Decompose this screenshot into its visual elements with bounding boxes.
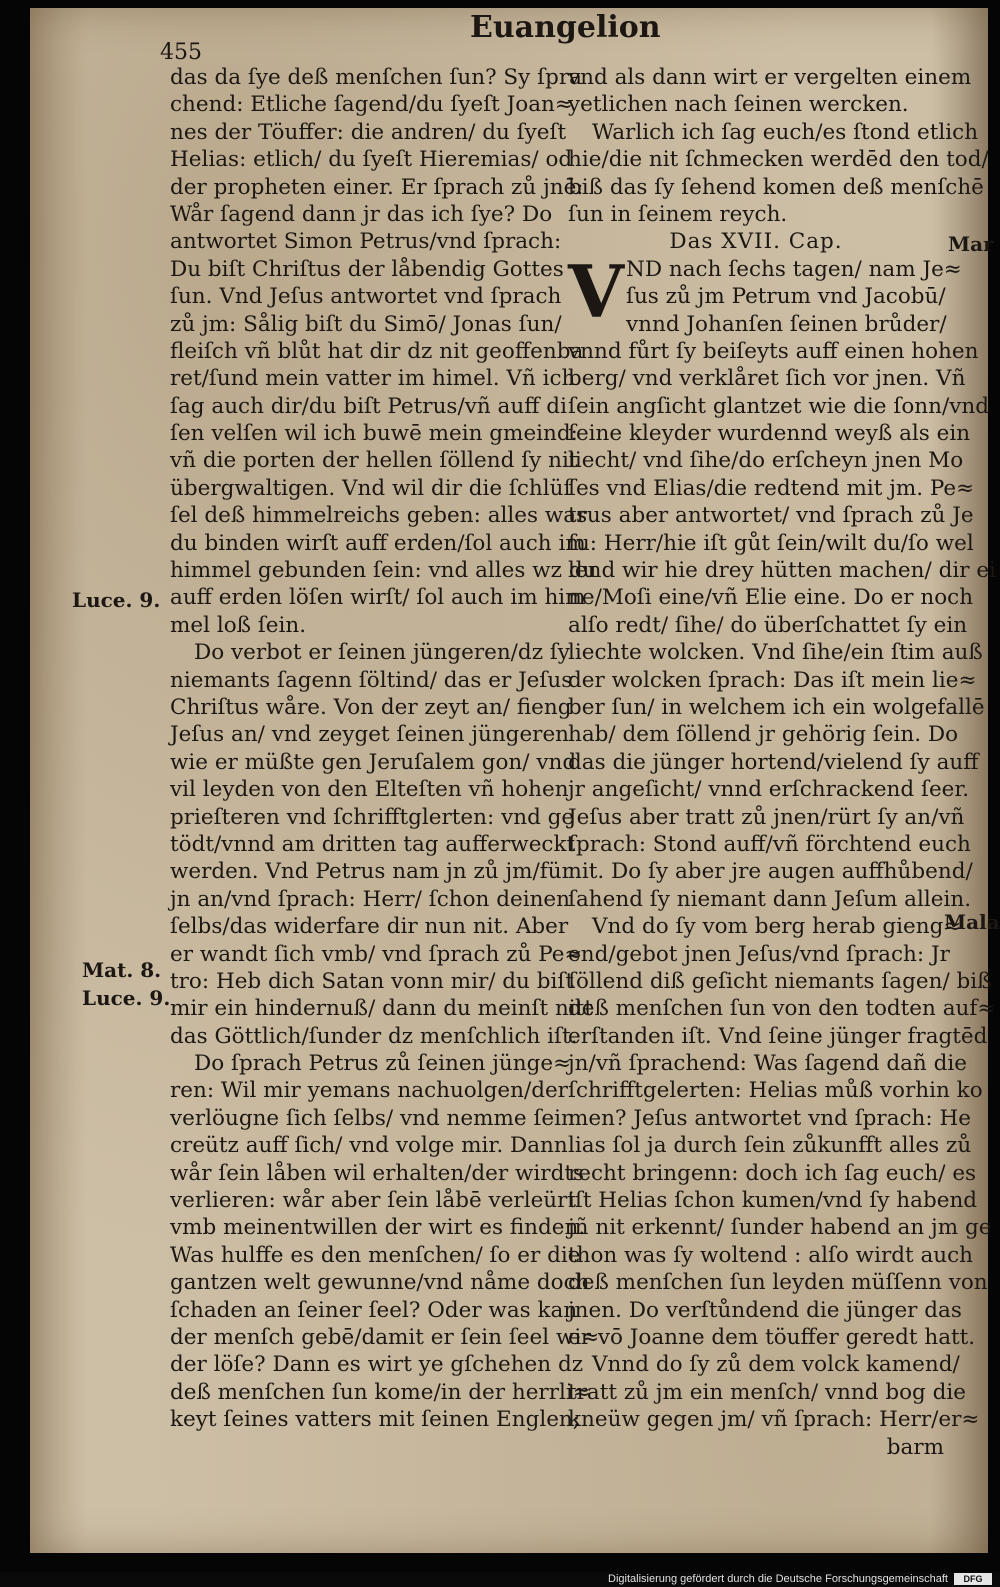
margin-note-luce-9: Luce. 9. — [72, 588, 161, 612]
text-line: ſprach: Stond auff/vñ förchtend euch — [568, 831, 971, 857]
text-line: barm — [886, 1434, 944, 1460]
text-line: deß menſchen ſun kome/in der herrli≈ — [170, 1379, 591, 1405]
text-line: jn/vñ ſprachend: Was ſagend dañ die — [568, 1051, 967, 1077]
page-number: 455 — [160, 40, 202, 65]
margin-note-mala: Mala — [944, 910, 1000, 934]
text-line: tro: Heb dich Satan vonn mir/ du biſt — [170, 968, 574, 994]
text-line: ſel deß himmelreichs geben: alles was — [170, 503, 588, 529]
text-line: vnd als dann wirt er vergelten einem — [568, 65, 972, 90]
text-line: ſöllend diß geſicht niemants ſagen/ biß — [568, 968, 992, 994]
text-line: ſelbs/das widerfare dir nun nit. Aber — [170, 914, 569, 940]
text-line: erſtanden iſt. Vnd ſeine jünger fragtēd — [568, 1023, 988, 1049]
text-line: das die jünger hortend/vielend ſy auff — [568, 749, 979, 775]
text-line: Du biſt Chriſtus der låbendig Gottes — [170, 256, 564, 282]
text-line: er wandt ſich vmb/ vnd ſprach zů Pe≈ — [170, 941, 583, 967]
dfg-logo: DFG — [954, 1573, 992, 1585]
text-line: Was hulffe es den menſchen/ ſo er die — [170, 1242, 581, 1268]
text-line: Vnnd do ſy zů dem volck kamend/ — [592, 1352, 960, 1378]
text-line: ſchaden an ſeiner ſeel? Oder was kan — [170, 1297, 578, 1323]
text-line: wår ſein låben wil erhalten/der wirdts — [170, 1160, 585, 1186]
left-text-column — [170, 64, 600, 1434]
text-line: trus aber antwortet/ vnd ſprach zů Je — [568, 503, 974, 529]
text-line: ſu: Herr/hie iſt gůt ſein/wilt du/ſo wel — [568, 530, 974, 556]
text-line: der wolcken ſprach: Das iſt mein lie≈ — [568, 667, 977, 693]
text-line: chend: Etliche ſagend/du ſyeſt Joan≈ — [170, 92, 573, 118]
text-line: deß menſchen ſun von den todten auf≈ — [568, 996, 996, 1022]
text-line: Warlich ich ſag euch/es ſtond etlich — [592, 119, 979, 145]
text-line: fleiſch vñ blůt hat dir dz nit geoffenba — [170, 338, 584, 364]
text-line: liecht/ vnd ſihe/do erſcheyn jnen Mo — [568, 448, 964, 474]
text-line: verlieren: wår aber ſein låbē verleürt — [170, 1188, 577, 1214]
text-line: mel loß ſein. — [170, 612, 307, 638]
text-line: ren: Wil mir yemans nachuolgen/der — [170, 1078, 568, 1104]
text-line: ſun. Vnd Jeſus antwortet vnd ſprach — [170, 284, 562, 310]
text-line: recht bringenn: doch ich ſag euch/ es — [568, 1160, 977, 1186]
text-line: tödt/vnnd am dritten tag aufferweckt — [170, 831, 576, 857]
text-line: mir ein hindernuß/ dann du meinſt nitt — [170, 996, 593, 1022]
text-line: der menſch gebē/damit er ſein ſeel wi≈ — [170, 1324, 600, 1350]
margin-note-mar: Mar — [948, 232, 994, 256]
digitization-credit: Digitalisierung gefördert durch die Deutsche Forschungsgemeinschaft — [608, 1573, 948, 1585]
running-header: Euangelion — [470, 10, 661, 45]
text-line: liechte wolcken. Vnd ſihe/ein ſtim auß — [568, 640, 983, 666]
text-line: jn an/vnd ſprach: Herr/ ſchon deinen — [170, 886, 570, 912]
text-line: ber ſun/ in welchem ich ein wolgefallē — [568, 694, 985, 720]
text-line: niemants ſagenn ſöltind/ das er Jeſus — [170, 667, 573, 693]
text-line: lias ſol ja durch ſein zůkunfft alles zů — [568, 1133, 972, 1159]
text-line: lend wir hie drey hütten machen/ dir ei — [568, 558, 996, 584]
text-line: Helias: etlich/ du ſyeſt Hieremias/ od — [170, 147, 573, 173]
text-line: ND nach ſechs tagen/ nam Je≈ — [626, 256, 962, 282]
text-line: iſt Helias ſchon kumen/vnd ſy habend — [568, 1188, 978, 1214]
text-line: jnen. Do verſtůndend die jünger das — [568, 1297, 962, 1323]
text-line: der propheten einer. Er ſprach zů jnē: — [170, 174, 584, 200]
text-line: vnnd fůrt ſy beiſeyts auff einen hohen — [568, 338, 979, 364]
text-line: biß das ſy ſehend komen deß menſchē — [568, 174, 984, 200]
text-line: vñ die porten der hellen ſöllend ſy nit — [170, 448, 578, 474]
text-line: vnnd Johanſen ſeinen brůder/ — [626, 311, 947, 337]
text-line: ſchrifftgelerten: Helias můß vorhin ko — [568, 1078, 983, 1104]
text-line: jr angeſicht/ vnnd erſchrackend ſeer. — [568, 777, 970, 803]
text-line: men? Jeſus antwortet vnd ſprach: He — [568, 1105, 971, 1131]
text-line: Vnd do ſy vom berg herab gieng≈ — [592, 914, 962, 940]
margin-note-mat-8: Mat. 8. — [82, 958, 162, 982]
text-line: jñ nit erkennt/ ſunder habend an jm ge — [568, 1215, 992, 1241]
text-line: alſo redt/ ſihe/ do überſchattet ſy ein — [568, 612, 968, 638]
text-line: hie/die nit ſchmecken werdēd den tod/ — [568, 147, 989, 173]
text-line: vmb meinentwillen der wirt es finden. — [170, 1215, 586, 1241]
text-line: Jeſus an/ vnd zeyget ſeinen jüngeren — [170, 722, 570, 748]
text-line: ret/ſund mein vatter im himel. Vñ ich — [170, 366, 576, 392]
text-line: er vō Joanne dem töuffer geredt hatt. — [568, 1324, 976, 1350]
text-line: ſes vnd Elias/die redtend mit jm. Pe≈ — [568, 475, 975, 501]
text-line: das Göttlich/ſunder dz menſchlich iſt. — [170, 1023, 578, 1049]
text-line: du binden wirſt auff erden/ſol auch im — [170, 530, 586, 556]
drop-cap-initial: V — [568, 248, 624, 334]
text-line: ne/Moſi eine/vñ Elie eine. Do er noch — [568, 585, 974, 611]
text-line: ſein angſicht glantzet wie die ſonn/vnd — [568, 393, 989, 419]
text-line: antwortet Simon Petrus/vnd ſprach: — [170, 229, 562, 255]
text-line: Wår ſagend dann jr das ich ſye? Do — [170, 201, 553, 227]
text-line: creütz auff ſich/ vnd volge mir. Dann — [170, 1133, 568, 1159]
text-line: kneüw gegen jm/ vñ ſprach: Herr/er≈ — [568, 1407, 980, 1433]
text-line: prieſteren vnd ſchrifftglerten: vnd ge — [170, 804, 575, 830]
text-line: berg/ vnd verklåret ſich vor jnen. Vñ — [568, 366, 966, 392]
text-line: ſen velſen wil ich buwē mein gmeind: — [170, 421, 578, 447]
text-line: vil leyden von den Elteſten vñ hohen — [170, 777, 569, 803]
text-line: ſus zů jm Petrum vnd Jacobū/ — [626, 284, 946, 310]
text-line: Jeſus aber tratt zů jnen/rürt ſy an/vñ — [568, 804, 965, 830]
text-line: der löſe? Dann es wirt ye gſchehen dz — [170, 1352, 584, 1378]
text-line: wie er müßte gen Jeruſalem gon/ vnd — [170, 749, 577, 775]
text-line: verlöugne ſich ſelbs/ vnd nemme ſein — [170, 1105, 575, 1131]
text-line: werden. Vnd Petrus nam jn zů jm/für — [170, 859, 572, 885]
text-line: deß menſchen ſun leyden müſſenn von — [568, 1270, 988, 1296]
text-line: gantzen welt gewunne/vnd nåme doch — [170, 1270, 590, 1296]
text-line: auff erden löſen wirſt/ ſol auch im him — [170, 585, 586, 611]
text-line: ſahend ſy niemant dann Jeſum allein. — [568, 886, 972, 912]
text-line: tratt zů jm ein menſch/ vnnd bog die — [568, 1379, 967, 1405]
text-line: nes der Töuffer: die andren/ du ſyeſt — [170, 119, 567, 145]
text-line: ſun in ſeinem reych. — [568, 201, 788, 227]
text-line: zů jm: Sålig biſt du Simō/ Jonas ſun/ — [170, 311, 562, 337]
text-line: übergwaltigen. Vnd wil dir die ſchlüſ — [170, 475, 572, 501]
text-line: thon was ſy woltend : alſo wirdt auch — [568, 1242, 974, 1268]
text-line: himmel gebunden ſein: vnd alles wz du — [170, 558, 597, 584]
chapter-heading: Das XVII. Cap. — [669, 229, 843, 255]
text-line: Do ſprach Petrus zů ſeinen jünge≈ — [194, 1051, 572, 1077]
text-line: ſeine kleyder wurdennd weyß als ein — [568, 421, 971, 447]
text-line: Chriſtus wåre. Von der zeyt an/ fieng — [170, 694, 572, 720]
text-line: das da ſye deß menſchen ſun? Sy ſpra — [170, 65, 582, 90]
text-line: yetlichen nach ſeinen wercken. — [568, 92, 909, 118]
text-line: ſag auch dir/du biſt Petrus/vñ auff di — [170, 393, 567, 419]
text-line: Do verbot er ſeinen jüngeren/dz ſy — [194, 640, 570, 666]
text-line: keyt ſeines vatters mit ſeinen Englen; — [170, 1407, 581, 1433]
text-line: end/gebot jnen Jeſus/vnd ſprach: Jr — [568, 941, 950, 967]
text-line: hab/ dem ſöllend jr gehörig ſein. Do — [568, 722, 959, 748]
text-line: nit. Do ſy aber jre augen auffhůbend/ — [568, 859, 973, 885]
margin-note-luce-9: Luce. 9. — [82, 986, 171, 1010]
